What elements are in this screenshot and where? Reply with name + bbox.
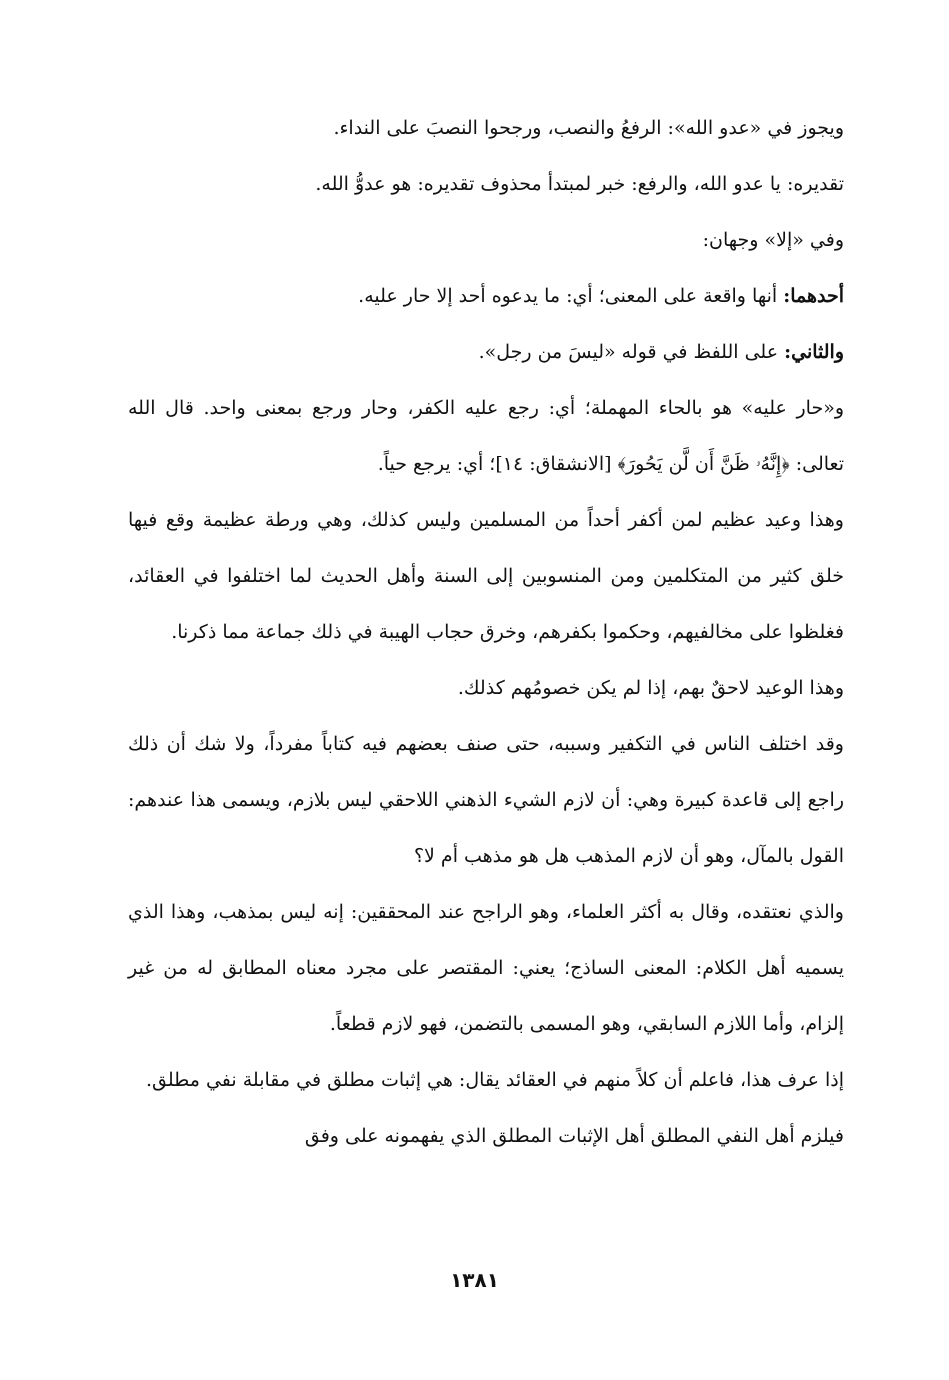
- paragraph-3: وفي «إلا» وجهان:: [702, 229, 844, 251]
- paragraph-1: ويجوز في «عدو الله»: الرفعُ والنصب، ورجحوا النصبَ على النداء.: [333, 117, 844, 139]
- paragraph-11: إذا عرف هذا، فاعلم أن كلاً منهم في العقائد يقال: هي إثبات مطلق في مقابلة نفي مطلق.: [145, 1069, 844, 1091]
- paragraph-10: والذي نعتقده، وقال به أكثر العلماء، وهو الراجح عند المحققين: إنه ليس بمذهب، وهذا الذي يسميه أهل الكلام: المعنى الساذج؛ يعني: المقتصر على مجرد معناه المطابق له من غير إلزام، وأما اللازم السابقي، وهو المسمى بالتضمن، فهو لازم قطعاً.: [128, 901, 844, 1035]
- paragraph-2: تقديره: يا عدو الله، والرفع: خبر لمبتدأ محذوف تقديره: هو عدوُّ الله.: [315, 173, 844, 195]
- paragraph-6: و«حار عليه» هو بالحاء المهملة؛ أي: رجع عليه الكفر، وحار ورجع بمعنى واحد. قال الله تعالى: ﴿إِنَّهُۥ ظَنَّ أَن لَّن يَحُورَ﴾ [الانشقاق: ١٤]؛ أي: يرجع حياً.: [128, 397, 844, 475]
- page-number: ١٣٨١: [450, 1268, 499, 1292]
- paragraph-4-lead: أحدهما:: [783, 285, 844, 307]
- paragraph-5-rest: على اللفظ في قوله «ليسَ من رجل».: [478, 341, 785, 363]
- paragraph-7: وهذا وعيد عظيم لمن أكفر أحداً من المسلمين وليس كذلك، وهي ورطة عظيمة وقع فيها خلق كثير من المتكلمين ومن المنسوبين إلى السنة وأهل الحديث لما اختلفوا في العقائد، فغلظوا على مخالفيهم، وحكموا بكفرهم، وخرق حجاب الهيبة في ذلك جماعة مما ذكرنا.: [128, 509, 844, 643]
- paragraph-5: [128, 324, 844, 380]
- paragraph-9: وقد اختلف الناس في التكفير وسببه، حتى صنف بعضهم فيه كتاباً مفرداً، ولا شك أن ذلك راجع إلى قاعدة كبيرة وهي: أن لازم الشيء الذهني اللاحقي ليس بلازم، ويسمى هذا عندهم: القول بالمآل، وهو أن لازم المذهب هل هو مذهب أم لا؟: [128, 733, 844, 867]
- paragraph-4-rest: أنها واقعة على المعنى؛ أي: ما يدعوه أحد إلا حار عليه.: [358, 285, 784, 307]
- paragraph-12: فيلزم أهل النفي المطلق أهل الإثبات المطلق الذي يفهمونه على وفق: [304, 1125, 844, 1147]
- paragraph-8: وهذا الوعيد لاحقٌ بهم، إذا لم يكن خصومُهم كذلك.: [457, 677, 844, 699]
- page-body: [128, 100, 844, 1164]
- paragraph-5-lead: والثاني:: [784, 341, 844, 363]
- paragraph-4: [128, 268, 844, 324]
